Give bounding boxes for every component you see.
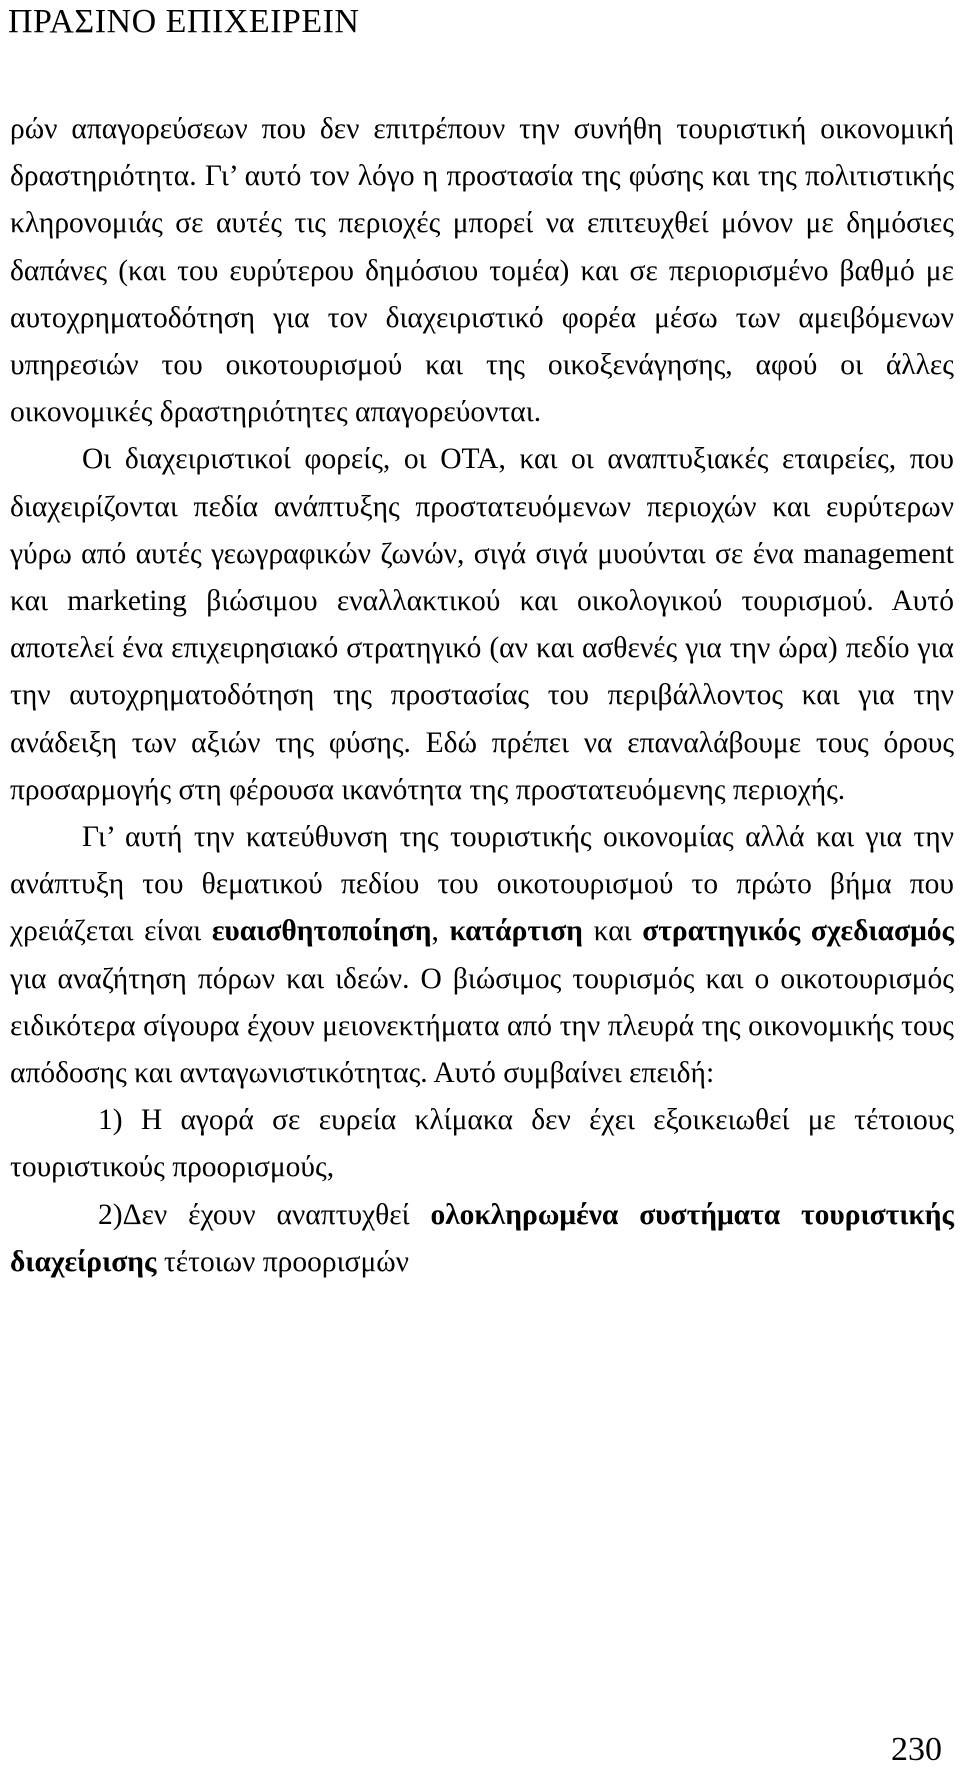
paragraph-2: Οι διαχειριστικοί φορείς, οι ΟΤΑ, και οι αναπτυξιακές εταιρείες, που διαχειρίζονται πεδία ανάπτυξης προστατευόμενων περιοχών και ευρύτερων γύρω από αυτές γεωγραφικών ζωνών, σιγά σιγά μυούνται σε ένα management και marketing βιώσιμου εναλλακτικού και οικολογικού τουρισμού. Αυτό αποτελεί ένα επιχειρησιακό στρατηγικό (αν και ασθενές για την ώρα) πεδίο για την αυτοχρηματοδότηση της προστασίας του περιβάλλοντος και για την ανάδειξη των αξιών της φύσης. Εδώ πρέπει να επαναλάβουμε τους όρους προσαρμογής στη φέρουσα ικανότητα της προστατευόμενης περιοχής. bbox=[10, 443, 954, 806]
bold-term-awareness: ευαισθητοποίηση bbox=[211, 915, 432, 948]
list-item-1: 1) Η αγορά σε ευρεία κλίμακα δεν έχει εξοικειωθεί με τέτοιους τουριστικούς προορισμούς, bbox=[10, 1104, 954, 1184]
bold-term-integrated-systems: ολοκληρωμένα συστήματα τουριστικής διαχείρισης bbox=[10, 1198, 954, 1278]
bold-term-training: κατάρτιση bbox=[449, 915, 583, 948]
list-item-2 bbox=[10, 1192, 954, 1286]
paragraph-1: ρών απαγορεύσεων που δεν επιτρέπουν την συνήθη τουριστική οικονομική δραστηριότητα. Γι’ αυτό τον λόγο η προστασία της φύσης και της πολιτιστικής κληρονομιάς σε αυτές τις περιοχές μπορεί να επιτευχθεί μόνον με δημόσιες δαπάνες (και του ευρύτερου δημόσιου τομέα) και σε περιορισμένο βαθμό με αυτοχρηματοδότηση για τον διαχειριστικό φορέα μέσω των αμειβόμενων υπηρεσιών του οικοτουρισμού και της οικοξενάγησης, αφού οι άλλες οικονομικές δραστηριότητες απαγορεύονται. bbox=[10, 113, 954, 429]
paragraph-3-text-2: , bbox=[431, 915, 450, 948]
paragraph-3 bbox=[10, 814, 954, 1097]
page-number: 230 bbox=[891, 1731, 942, 1768]
body-text bbox=[10, 106, 954, 1286]
list-item-2-text-2: τέτοιων προορισμών bbox=[156, 1245, 410, 1278]
paragraph-3-text-4: για αναζήτηση πόρων και ιδεών. Ο βιώσιμος τουρισμός και ο οικοτουρισμός ειδικότερα σίγουρα έχουν μειονεκτήματα από την πλευρά της οικονομικής τους απόδοσης και ανταγωνιστικότητας. Αυτό συμβαίνει επειδή: bbox=[10, 962, 954, 1090]
bold-term-strategic-planning: στρατηγικός σχεδιασμός bbox=[642, 915, 954, 948]
paragraph-3-text-1: Γι’ αυτή την κατεύθυνση της τουριστικής οικονομίας αλλά και για την ανάπτυξη του θεματικού πεδίου του οικοτουρισμού το πρώτο βήμα που χρειάζεται είναι bbox=[10, 821, 954, 948]
running-header-title: ΠΡΑΣΙΝΟ ΕΠΙΧΕΙΡΕΙΝ bbox=[8, 3, 360, 40]
list-item-2-text-1: 2)Δεν έχουν αναπτυχθεί bbox=[98, 1198, 431, 1231]
paragraph-3-text-3: και bbox=[582, 915, 643, 948]
